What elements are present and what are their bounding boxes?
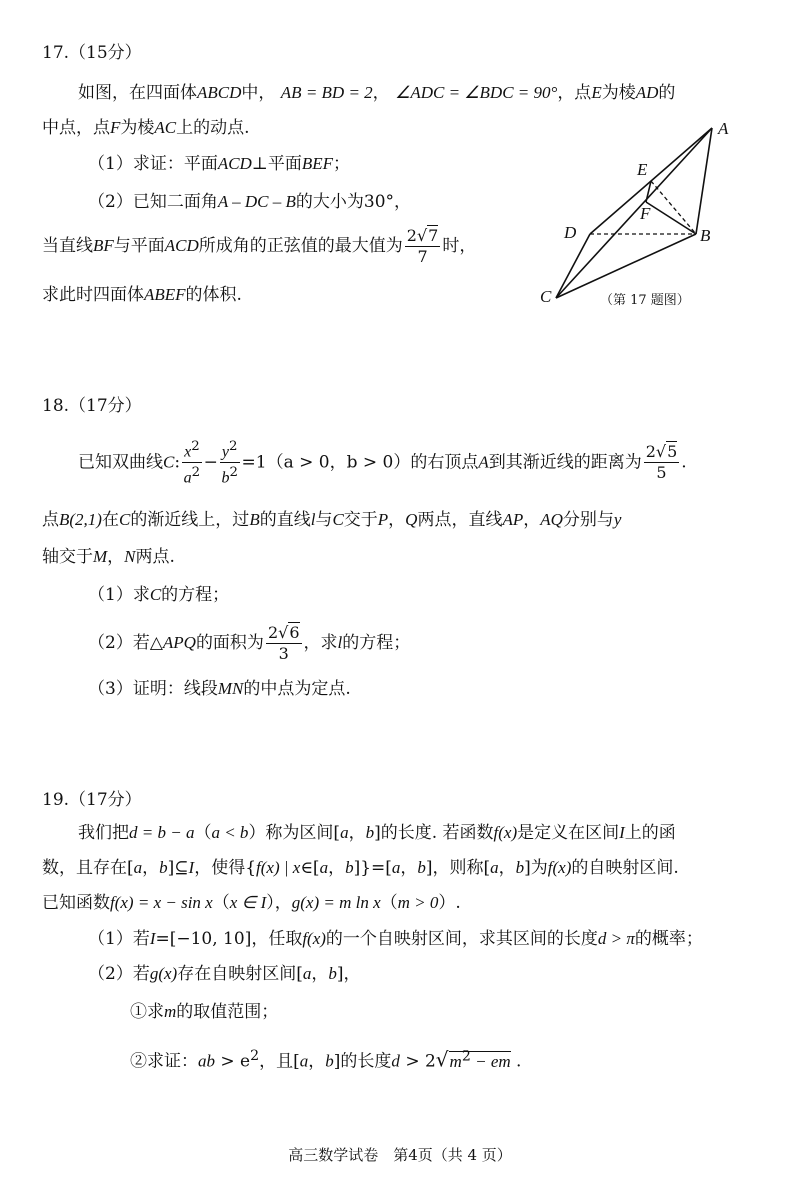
segment-FB — [646, 202, 696, 234]
figure-caption: （第 17 题图） — [600, 293, 690, 308]
fraction-2sqrt5-over-5: $\frac{2√5}{5}$ — [645, 442, 678, 483]
q17-line-1: 如图，在四面体ABCD中， AB = BD = 2， ∠ADC = ∠BDC = 90°，点E为棱AD的 — [78, 83, 676, 103]
q17-part-1: （1）求证：平面ACD⊥平面BEF； — [88, 154, 350, 174]
label-C: C — [540, 287, 552, 306]
edge-CA — [556, 128, 712, 298]
q19-line-1: 我们把d = b − a（a < b）称为区间[a，b]的长度. 若函数f(x)是定义在区间I上的函 — [78, 823, 676, 843]
q17-header: 17.（15分） — [42, 43, 142, 63]
label-B: B — [700, 226, 711, 245]
q19-part-2: （2）若g(x)存在自映射区间[a，b]， — [88, 964, 361, 984]
q18-part-3: （3）证明：线段MN的中点为定点. — [88, 679, 351, 699]
q19-sub-2: ②求证：ab > $e^2$，且[a，b]的长度$d > 2√m^2$ − em . — [130, 1047, 522, 1072]
q19-header: 19.（17分） — [42, 790, 142, 810]
fraction-2sqrt6-over-3: $\frac{2√6}{3}$ — [267, 623, 300, 663]
q18-line-3: 轴交于M，N两点. — [42, 547, 175, 567]
q19-line-3: 已知函数f(x) = x − sin x（x ∈ I），g(x) = m ln x（m > 0）. — [42, 893, 461, 913]
fraction-y2-over-b2: $\frac{y^2}{b^2}$ — [221, 439, 238, 487]
q17-line-5: 当直线BF与平面ACD所成角的正弦值的最大值为 $\frac{2√7}{7}$ 时， — [42, 226, 477, 266]
q18-line-1: 已知双曲线C: $\frac{x^2}{a^2}$ − $\frac{y^2}{b^2}$ =1（a > 0，b > 0）的右顶点A到其渐近线的距离为 $\frac{2√5}{5}$ . — [78, 439, 687, 487]
q19-part-1: （1）若I=[−10, 10]，任取f(x)的一个自映射区间，求其区间的长度d > π的概率； — [88, 929, 703, 949]
q17-line-2: 中点，点F为棱AC上的动点. — [42, 118, 250, 138]
label-A: A — [718, 119, 729, 138]
q19-sub-1: ①求m的取值范围； — [130, 1002, 279, 1022]
segment-EB-hidden — [651, 181, 696, 234]
q18-part-2: （2）若△APQ的面积为 $\frac{2√6}{3}$ ，求l的方程； — [88, 623, 411, 663]
q18-part-1: （1）求C的方程； — [88, 585, 230, 605]
q17-part-2: （2）已知二面角A – DC – B的大小为30°， — [88, 192, 412, 212]
fraction-x2-over-a2: $\frac{x^2}{a^2}$ — [183, 439, 201, 487]
page-footer: 高三数学试卷 第4页（共 4 页） — [288, 1146, 512, 1164]
label-F: F — [640, 204, 651, 223]
q18-header: 18.（17分） — [42, 396, 142, 416]
q17-tetrahedron-figure — [530, 116, 775, 316]
edge-CB — [556, 234, 696, 298]
label-D: D — [564, 223, 577, 242]
fraction-2sqrt7-over-7: $\frac{2√7}{7}$ — [406, 226, 439, 266]
label-E: E — [637, 160, 648, 179]
q19-line-2: 数，且存在[a，b]⊆I，使得{f(x) | x∈[a，b]}=[a，b]，则称[a，b]为f(x)的自映射区间. — [42, 858, 679, 878]
q17-line-6: 求此时四面体ABEF的体积. — [42, 285, 242, 305]
sqrt-m2-minus-em: $m^2$ − em — [449, 1048, 511, 1071]
q18-line-2: 点B(2,1)在C的渐近线上，过B的直线l与C交于P，Q两点，直线AP，AQ分别与y — [42, 510, 622, 530]
